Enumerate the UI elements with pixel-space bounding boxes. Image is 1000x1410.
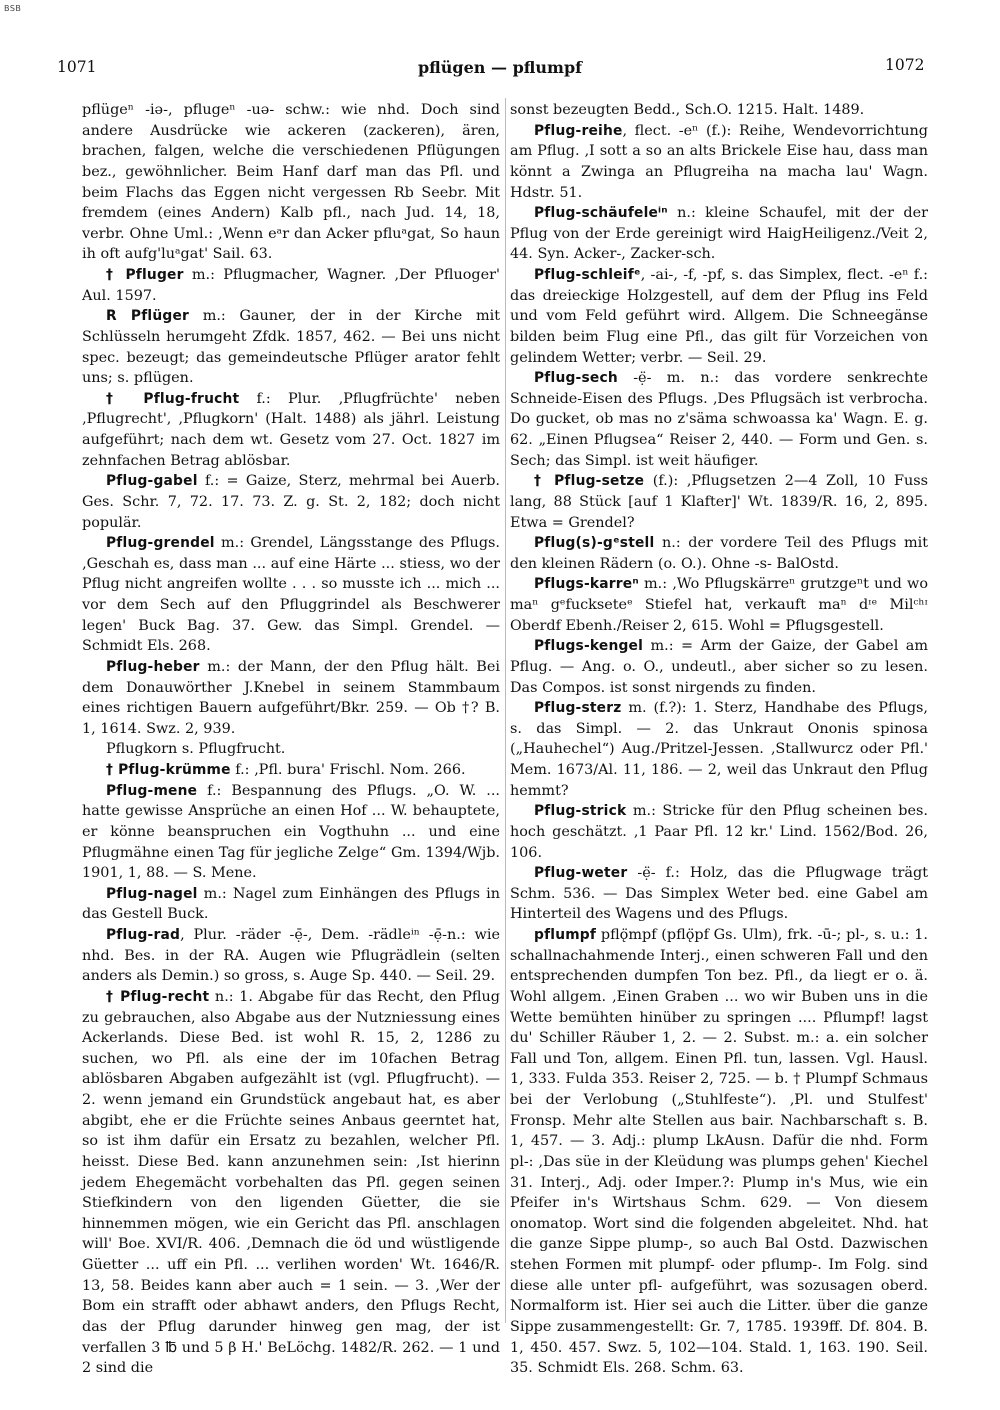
- dictionary-entry: [510, 574, 928, 636]
- dictionary-entry: [510, 698, 928, 801]
- dictionary-entry: [82, 760, 500, 781]
- entry-headword: Pflug-schäufeleⁱⁿ: [534, 205, 668, 222]
- dictionary-entry: [82, 657, 500, 740]
- entry-text: -ẹ̈- f.: Holz, das die Pflugwage trägt Schm. 536. — Das Simplex Weter bed. eine Gabel am Hinterteil des Wagens und des Pflugs.: [510, 865, 928, 923]
- running-header-title: pflügen — pflumpf: [417, 58, 583, 77]
- dictionary-entry: [82, 389, 500, 472]
- entry-headword: Pflug-grendel: [106, 535, 215, 552]
- dictionary-entry: [510, 801, 928, 863]
- entry-text: pflügeⁿ -iə-, pflugeⁿ -uə- schw.: wie nhd. Doch sind andere Ausdrücke wie ackeren (zackeren), ären, brachen, falgen, welche die verschiedenen Pflügungen bez., gewöhnlicher. Beim Hanf darf man das Pfl. und beim Flachs das Eggen nicht vergessen Rb Seebr. Mit fremdem (eines Andern) Kalb pfl., nach Jud. 14, 18, verbr. Ohne Uml.: ‚Wenn eᵃr dan Acker pfluᵃgat, So haun ih oft aufg'luᵃgat' Sail. 63.: [82, 102, 500, 263]
- dictionary-entry: [82, 100, 500, 265]
- entry-text: f.: = Gaize, Sterz, mehrmal bei Auerb. Ges. Schr. 7, 72. 17. 73. Z. g. St. 2, 182; doch nicht populär.: [82, 473, 500, 531]
- entry-text: n.: 1. Abgabe für das Recht, den Pflug zu gebrauchen, also Abgabe aus der Nutzniessung eines Ackerlands. Diese Bed. ist wohl R. 15, 2, 1286 zu suchen, wo Pfl. als eine der im 10fachen Betrag ablösbaren Abgaben aufgezählt ist (vgl. Pflugfrucht). — 2. wenn jemand ein Grundstück angebaut hat, es aber abgibt, ehe er die Früchte seines Anbaus geerntet hat, so ist ihm dafür ein Ersatz zu bezahlen, welcher Pfl. heisst. Diese Bed. kann anzunehmen sein: ‚Ist hierinn jedem Ehegemächt vorbehalten das Pfl. gegen seinen Stiefkindern von den ligenden Güetter, die sie hinnemmen mögen, wie ein Gericht das Pfl. anschlagen will' Boe. XVI/R. 406. ‚Demnach die öd und wüstligende Güetter ... uff ein Pfl. ... verlihen worden' Wt. 1646/R. 13, 58. Beides kann aber auch = 1 sein. — 3. ‚Wer der Bom ein strafft oder abhawt anders, den Pflugs Recht, das der Pflug darunder hinweg gen mag, der ist verfallen 3 ℔ und 5 β H.' BeLöchg. 1482/R. 262. — 1 und 2 sind die: [82, 988, 500, 1377]
- entry-text: m.: Nagel zum Einhängen des Pflugs in das Gestell Buck.: [82, 885, 500, 923]
- page-number-left: 1071: [57, 58, 97, 76]
- dictionary-entry: [510, 863, 928, 925]
- entry-text: m.: Grendel, Längsstange des Pflugs. ‚Geschah es, dass man ... auf eine Härte ... stiess, wo der Pflug nicht angreifen wollte . . . so musste ich ... mich ... vor dem Sech auf den Pfluggrindel als Beschwerer legen' Buck Bag. 37. Gew. das Simpl. Grendel. — Schmidt Els. 268.: [82, 535, 500, 655]
- dictionary-entry: [510, 203, 928, 265]
- entry-text: m. (f.?): 1. Sterz, Handhabe des Pflugs, s. das Simpl. — 2. das Unkraut Ononis spinosa („Hauhechel“) Aug./Pritzel-Jessen. ‚Stallwurcz oder Pfl.' Mem. 1673/Al. 11, 186. — 2, weil das Unkraut den Pflug hemmt?: [510, 700, 928, 799]
- page-number-right: 1072: [885, 56, 925, 74]
- entry-text: m.: Pflugmacher, Wagner. ‚Der Pfluoger' Aul. 1597.: [82, 267, 500, 304]
- dictionary-entry: [510, 100, 928, 121]
- entry-text: m.: ‚Wo Pflugskärreⁿ grutzgeⁿt und wo maⁿ gᵉfuckseteᵉ Stiefel hat, verkauft maⁿ dᶦᵉ Milᶜʰᶦ Oberdf Ebenh./Reiser 2, 615. Wohl = Pflugsgestell.: [510, 576, 928, 634]
- entry-text: f.: ‚Pfl. bura' Frischl. Nom. 266.: [230, 762, 466, 778]
- entry-headword: pflumpf: [534, 927, 597, 943]
- entry-text: Pflugkorn s. Pflugfrucht.: [106, 741, 286, 758]
- library-stamp: BSB: [4, 4, 22, 13]
- left-column: [82, 100, 500, 1379]
- entry-text: m.: Stricke für den Pflug scheinen bes. hoch geschätzt. ‚1 Paar Pfl. 12 kr.' Lind. 1562/Bod. 26, 106.: [510, 803, 928, 861]
- dictionary-entry: [82, 306, 500, 389]
- entry-headword: † Pflug-frucht: [106, 390, 240, 407]
- entry-headword: † Pflug-setze: [534, 473, 645, 490]
- entry-text: f.: Plur. ‚Pflugfrüchte' neben ‚Pflugrecht', ‚Pflugkorn' (Halt. 1488) als jährl. Leistung aufgeführt; nach dem wt. Gesetz vom 27. Oct. 1827 im zehnfachen Betrag ablösbar.: [82, 390, 500, 469]
- dictionary-entry: [82, 265, 500, 306]
- entry-text: , -ai-, -f, -pf, s. das Simplex, flect. -eⁿ f.: das dreieckige Holzgestell, auf dem der Pflug ins Feld und vom Feld geführt wird. Allgem. Die Schneegänse bilden beim Flug eine Pfl., das gilt für Vorzeichen von gelindem Wetter; verbr. — Seil. 29.: [510, 267, 928, 366]
- dictionary-entry: [82, 925, 500, 987]
- entry-headword: Pflugs-kengel: [534, 638, 644, 655]
- entry-headword: Pflug-rad: [106, 927, 181, 943]
- dictionary-entry: [510, 368, 928, 471]
- entry-headword: † Pflug-recht: [106, 988, 210, 1005]
- entry-headword: Pflug-strick: [534, 803, 627, 820]
- entry-headword: Pflug-nagel: [106, 885, 198, 902]
- dictionary-entry: [82, 533, 500, 657]
- dictionary-entry: [82, 781, 500, 884]
- dictionary-entry: [510, 265, 928, 368]
- entry-text: n.: kleine Schaufel, mit der der Pflug von der Erde gereinigt wird HaigHeiligenz./Veit 2, 44. Syn. Acker-, Zacker-sch.: [510, 205, 928, 263]
- entry-text: f.: Bespannung des Pflugs. „O. W. ... hatte gewisse Ansprüche an einen Hof ... W. behauptete, er könne beanspruchen ein Vogthuhn ... und eine Pflugmähne einen Tag für jegliche Zelge“ Gm. 1394/Wjb. 1901, 1, 88. — S. Mene.: [82, 782, 500, 882]
- entry-headword: Pflug-mene: [106, 782, 198, 799]
- entry-headword: Pflug-sterz: [534, 700, 622, 717]
- entry-text: pflǫ̈mpf (pflǫ̈pf Gs. Ulm), frk. -ū-; pl-, s. u.: 1. schallnachahmende Interj., einen schweren Fall und den entsprechenden dumpfen Ton bez. Pfl., da liegt er o. ä. Wohl allgem. ‚Einen Graben ... wo wir Buben uns in die Wette bemühten hinüber zu springen .... Pflumpf! lagst du' Schiller Räuber 1, 2. — 2. Subst. m.: a. ein solcher Fall und Ton, allgem. Einen Pfl. tun, lassen. Vgl. Hausl. 1, 333. Fulda 353. Reiser 2, 725. — b. † Plumpf Schmaus bei der Verlobung („Stuhlfeste“). ‚Pl. und Stulfest' Fronsp. Mehr alte Stellen aus bair. Nachbarschaft s. B. 1, 457. — 3. Adj.: plump LkAusn. Dafür die nhd. Form pl-: ‚Das süe in der Kleüdung was plumps gehen' Kiechel 31. Interj., Adj. oder Imper.?: Plump in's Mus, wie ein Pfeifer in's Wirtshaus Schm. 629. — Von diesem onomatop. Wort sind die folgenden abgeleitet. Nhd. hat die ganze Sippe plump-, so auch Bal Ostd. Dazwischen stehen Formen mit plumpf- oder pflump-. Im Folg. sind diese alle unter pfl- aufgeführt, was sozusagen oberd. Normalform ist. Hier sei auch die Litter. über die ganze Sippe zusammengestellt: Gr. 7, 1785. 1939ff. Df. 804. B. 1, 450. 457. Swz. 5, 102—104. Stald. 1, 163. 190. Seil. 35. Schmidt Els. 268. Schm. 63.: [510, 927, 928, 1377]
- entry-headword: Pflug-schleifᵉ: [534, 267, 641, 283]
- entry-text: m.: der Mann, der den Pflug hält. Bei dem Donauwörther J.Knebel in seinem Stammbaum eines richtigen Bauern aufgeführt/Bkr. 259. — Ob †? B. 1, 1614. Swz. 2, 939.: [82, 658, 500, 737]
- dictionary-entry: [82, 471, 500, 533]
- entry-headword: R Pflüger: [106, 308, 190, 325]
- entry-text: , flect. -eⁿ (f.): Reihe, Wendevorrichtung am Pflug. ‚I sott a so an alts Brickele Eise hau, dass man könnt a Zwinga an Pflugreiha na macha lau' Wagn. Hdstr. 51.: [510, 122, 928, 201]
- dictionary-entry: [510, 636, 928, 698]
- dictionary-entry: [82, 884, 500, 925]
- entry-text: -ẹ̈- m. n.: das vordere senkrechte Schneide-Eisen des Pflugs. ‚Des Pflugsäch ist verbrocha. Do gucket, ob mas no z'säma schwoassa ka' Wagn. E. g. 62. „Einen Pflugsea“ Reiser 2, 440. — Form und Gen. s. Sech; das Simpl. ist weit häufiger.: [510, 370, 928, 469]
- entry-headword: † Pfluger: [106, 267, 184, 283]
- column-divider: [505, 98, 506, 1323]
- entry-headword: † Pflug-krümme: [106, 762, 231, 778]
- dictionary-entry: [510, 471, 928, 533]
- entry-text: (f.): ‚Pflugsetzen 2—4 Zoll, 10 Fuss lang, 88 Stück [auf 1 Klafter]' Wt. 1839/R. 16, 2, 895. Etwa = Grendel?: [510, 473, 929, 531]
- dictionary-entry: [510, 925, 928, 1379]
- entry-text: sonst bezeugten Bedd., Sch.O. 1215. Halt. 1489.: [510, 102, 865, 118]
- entry-text: m.: Gauner, der in der Kirche mit Schlüsseln herumgeht Zfdk. 1857, 462. — Bei uns nicht spec. bezeugt; das gemeindeutsche Pflüger arator fehlt uns; s. pflügen.: [82, 308, 500, 387]
- dictionary-entry: [82, 987, 500, 1379]
- entry-headword: Pflugs-karreⁿ: [534, 576, 639, 593]
- entry-headword: Pflug-sech: [534, 370, 618, 387]
- entry-headword: Pflug-heber: [106, 658, 200, 675]
- entry-text: , Plur. -räder -ẹ̄-, Dem. -rädleⁱⁿ -ẹ̄-n.: wie nhd. Bes. in der RA. Augen wie Pflugrädlein (selten anders als Demin.) so gross, s. Auge Sp. 440. — Seil. 29.: [82, 927, 500, 985]
- entry-headword: Pflug-weter: [534, 865, 628, 882]
- dictionary-entry: [510, 121, 928, 204]
- entry-headword: Pflug-gabel: [106, 473, 198, 490]
- dictionary-entry: [510, 533, 928, 574]
- entry-headword: Pflug(s)-gᵉstell: [534, 535, 655, 552]
- right-column: [510, 100, 928, 1379]
- entry-headword: Pflug-reihe: [534, 122, 623, 139]
- entry-text: n.: der vordere Teil des Pflugs mit den kleinen Rädern (o. O.). Ohne -s- BalOstd.: [510, 535, 928, 572]
- dictionary-entry: [82, 739, 500, 760]
- entry-text: m.: = Arm der Gaize, der Gabel am Pflug. — Ang. o. O., undeutl., aber sicher so zu lesen. Das Compos. ist sonst nirgends zu finden.: [510, 638, 928, 696]
